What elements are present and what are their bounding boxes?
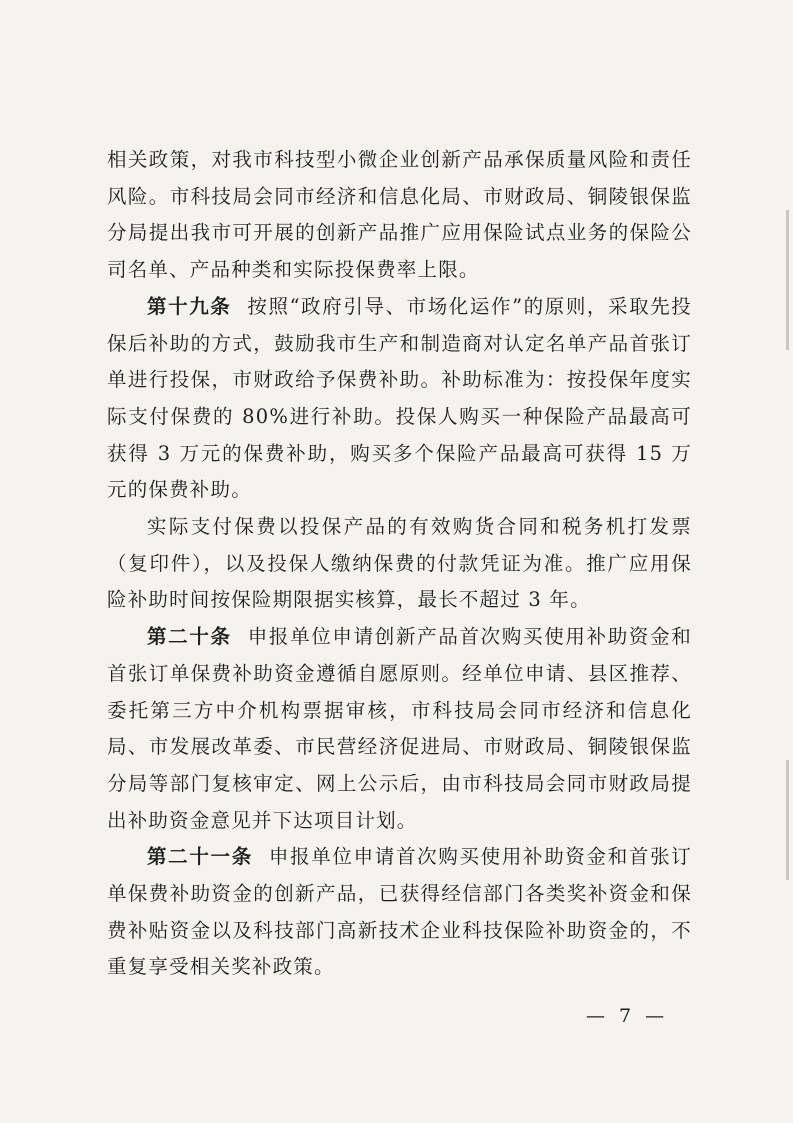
paragraph-text: 申报单位申请首次购买使用补助资金和首张订单保费补助资金的创新产品，已获得经信部门各类奖补资金和保费补贴资金以及科技部门高新技术企业科技保险补助资金的，不重复享受相关奖补政策。 (107, 845, 692, 979)
body-text (107, 142, 692, 986)
article-label: 第二十条 (147, 625, 232, 649)
article-label: 第二十一条 (147, 845, 253, 869)
paragraph-continuation (107, 142, 692, 289)
article-label: 第十九条 (147, 294, 232, 318)
page-number: — 7 — (586, 1005, 669, 1027)
scan-edge-mark (786, 760, 789, 880)
article-21 (107, 839, 692, 986)
paragraph-text: 实际支付保费以投保产品的有效购货合同和税务机打发票（复印件），以及投保人缴纳保费的付款凭证为准。推广应用保险补助时间按保险期限据实核算，最长不超过 3 年。 (107, 515, 692, 612)
scan-edge-mark (786, 210, 789, 350)
paragraph-text: 按照“政府引导、市场化运作”的原则，采取先投保后补助的方式，鼓励我市生产和制造商对认定名单产品首张订单进行投保，市财政给予保费补助。补助标准为：按投保年度实际支付保费的 80%进行补助。投保人购买一种保险产品最高可获得 3 万元的保费补助，购买多个保险产品最高可获得 15 万元的保费补助。 (107, 294, 692, 502)
paragraph-text: 申报单位申请创新产品首次购买使用补助资金和首张订单保费补助资金遵循自愿原则。经单位申请、县区推荐、委托第三方中介机构票据审核，市科技局会同市经济和信息化局、市发展改革委、市民营经济促进局、市财政局、铜陵银保监分局等部门复核审定、网上公示后，由市科技局会同市财政局提出补助资金意见并下达项目计划。 (107, 625, 692, 832)
paragraph-text: 相关政策，对我市科技型小微企业创新产品承保质量风险和责任风险。市科技局会同市经济和信息化局、市财政局、铜陵银保监分局提出我市可开展的创新产品推广应用保险试点业务的保险公司名单、产品种类和实际投保费率上限。 (107, 148, 692, 282)
article-20 (107, 619, 692, 839)
paragraph-payment-basis (107, 509, 692, 619)
article-19 (107, 289, 692, 509)
